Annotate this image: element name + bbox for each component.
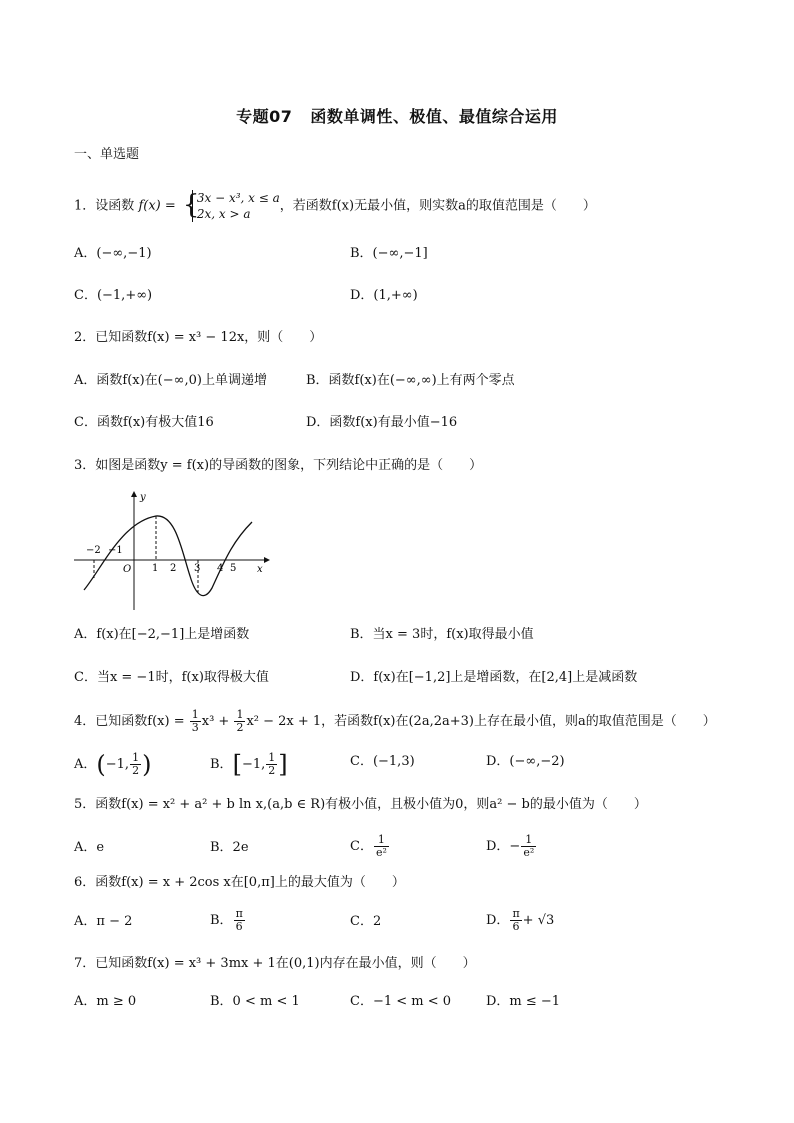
tick-label-5: 5 [230, 563, 237, 574]
question-1: 1．设函数 f(x) = { 3x − x³, x ≤ a 2x, x > a ，若函数f(x)无最小值，则实数a的取值范围是（ ） [74, 190, 596, 222]
q4-option-a[interactable]: A．(−1, $\frac{1}{2}$ ) [74, 750, 152, 779]
q5-option-b[interactable]: B．2e [210, 840, 249, 855]
question-3: 3．如图是函数y = f(x)的导函数的图象，下列结论中正确的是（ ） [74, 458, 483, 473]
derivative-graph [72, 490, 272, 612]
tick-label-1: 1 [152, 563, 159, 574]
q7-option-c[interactable]: C．−1 < m < 0 [350, 994, 452, 1009]
fraction-one-third: $\frac{1}{3}$ [191, 708, 199, 734]
tick-label-minus1: −1 [108, 545, 123, 556]
q1-option-b[interactable]: B．(−∞,−1] [350, 246, 428, 261]
q3-option-b[interactable]: B．当x = 3时，f(x)取得最小值 [350, 627, 534, 642]
x-axis-arrow [264, 557, 270, 563]
q5-option-c[interactable]: C． $\frac{1}{\text{e²}}$ [350, 833, 387, 859]
q6-option-d[interactable]: D． $\frac{\pi}{6}$ + √3 [486, 907, 555, 933]
page-title [0, 104, 794, 127]
q6-option-b[interactable]: B． $\frac{\pi}{6}$ [210, 907, 243, 933]
q2-option-a[interactable]: A．函数f(x)在(−∞,0)上单调递增 [74, 373, 267, 388]
tick-label-2: 2 [170, 563, 177, 574]
q2-option-d[interactable]: D．函数f(x)有最小值−16 [306, 415, 458, 430]
q3-option-d[interactable]: D．f(x)在[−1,2]上是增函数，在[2,4]上是减函数 [350, 670, 638, 685]
q4-option-c[interactable]: C．(−1,3) [350, 754, 415, 769]
q7-option-d[interactable]: D．m ≤ −1 [486, 994, 561, 1009]
q7-option-b[interactable]: B．0 < m < 1 [210, 994, 300, 1009]
question-5: 5．函数f(x) = x² + a² + b ln x,(a,b ∈ R)有极小值，且极小值为0，则a² − b的最小值为（ ） [74, 797, 647, 812]
q5-option-a[interactable]: A．e [74, 840, 105, 855]
q7-option-a[interactable]: A．m ≥ 0 [74, 994, 137, 1009]
title-label: 专题07 [236, 107, 293, 126]
q2-option-c[interactable]: C．函数f(x)有极大值16 [74, 415, 214, 430]
q3-option-c[interactable]: C．当x = −1时，f(x)取得极大值 [74, 670, 269, 685]
axis-label-y: y [140, 492, 146, 503]
tick-label-4: 4 [217, 563, 224, 574]
fraction-one-half: $\frac{1}{2}$ [236, 708, 244, 734]
question-7: 7．已知函数f(x) = x³ + 3mx + 1在(0,1)内存在最小值，则（ ） [74, 956, 476, 971]
tick-label-3: 3 [194, 563, 201, 574]
q2-option-b[interactable]: B．函数f(x)在(−∞,∞)上有两个零点 [306, 373, 515, 388]
title-text: 函数单调性、极值、最值综合运用 [310, 107, 558, 126]
q6-option-c[interactable]: C．2 [350, 914, 382, 929]
q4-option-d[interactable]: D．(−∞,−2) [486, 754, 565, 769]
origin-label: O [123, 564, 132, 575]
section-heading: 一、单选题 [74, 147, 140, 162]
axis-label-x: x [257, 564, 263, 575]
q1-option-a[interactable]: A．(−∞,−1) [74, 246, 152, 261]
q5-option-d[interactable]: D．− $\frac{1}{\text{e²}}$ [486, 833, 535, 859]
q1-option-c[interactable]: C．(−1,+∞) [74, 288, 153, 303]
question-6: 6．函数f(x) = x + 2cos x在[0,π]上的最大值为（ ） [74, 875, 405, 890]
piecewise-brace: { 3x − x³, x ≤ a 2x, x > a [192, 190, 280, 222]
q3-option-a[interactable]: A．f(x)在[−2,−1]上是增函数 [74, 627, 250, 642]
y-axis-arrow [131, 491, 137, 497]
q1-option-d[interactable]: D．(1,+∞) [350, 288, 418, 303]
q4-option-b[interactable]: B．[−1, $\frac{1}{2}$ ] [210, 750, 288, 779]
q6-option-a[interactable]: A．π − 2 [74, 914, 133, 929]
question-4: 4．已知函数f(x) = $\frac{1}{3}$ x³ + $\frac{1}{2}$ x² − 2x + 1，若函数f(x)在(2a,2a+3)上存在最小值，则a的取值范围是（ ） [74, 708, 716, 734]
question-2: 2．已知函数f(x) = x³ − 12x，则（ ） [74, 330, 323, 345]
tick-label-minus2: −2 [86, 545, 101, 556]
